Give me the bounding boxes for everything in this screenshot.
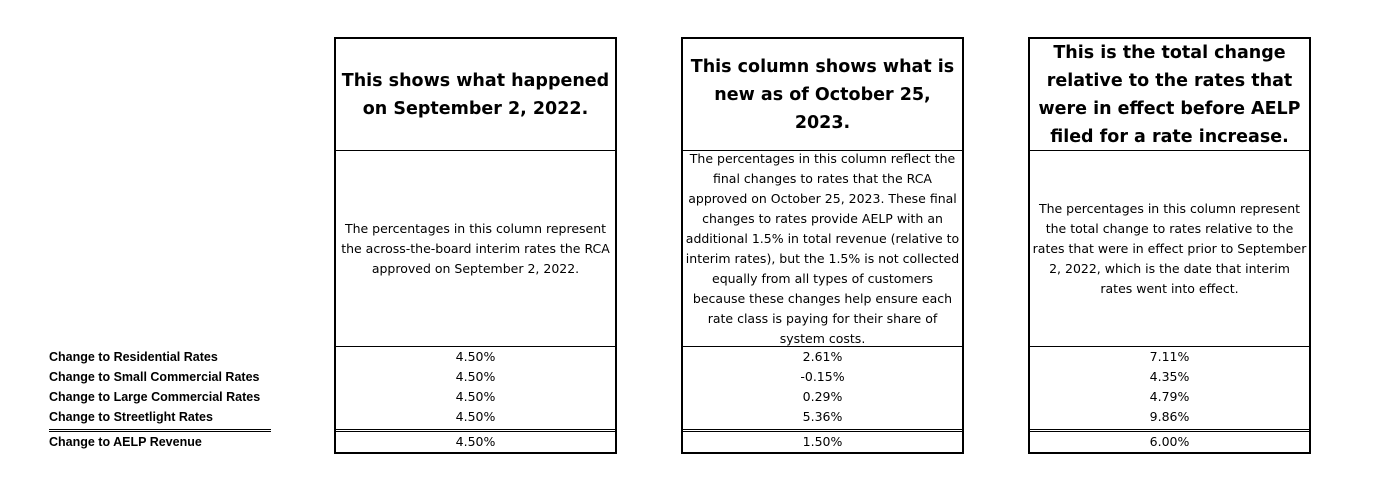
column-header: This is the total change relative to the rates that were in effect before AELP filed for a rate increase. [1030, 39, 1309, 151]
value-aelp-revenue: 6.00% [1149, 434, 1190, 449]
value-streetlight: 9.86% [1030, 407, 1309, 432]
column-header: This column shows what is new as of October 25, 2023. [683, 39, 962, 151]
label-small-commercial: Change to Small Commercial Rates [49, 370, 260, 384]
value-small-commercial: 4.35% [1149, 369, 1190, 384]
label-streetlight: Change to Streetlight Rates [49, 407, 271, 432]
row-labels [49, 347, 271, 452]
value-large-commercial: 4.50% [455, 389, 496, 404]
value-streetlight: 5.36% [683, 407, 962, 432]
value-residential: 4.50% [455, 349, 496, 364]
label-aelp-revenue: Change to AELP Revenue [49, 435, 202, 449]
value-aelp-revenue: 4.50% [455, 434, 496, 449]
value-large-commercial: 0.29% [802, 389, 843, 404]
value-streetlight: 4.50% [336, 407, 615, 432]
value-aelp-revenue: 1.50% [802, 434, 843, 449]
column-total [1028, 37, 1311, 454]
label-large-commercial: Change to Large Commercial Rates [49, 390, 261, 404]
value-residential: 7.11% [1149, 349, 1190, 364]
column-header: This shows what happened on September 2, 2022. [336, 39, 615, 151]
column-description: The percentages in this column represent the across-the-board interim rates the RCA approved on September 2, 2022. [336, 151, 615, 347]
label-residential: Change to Residential Rates [49, 350, 218, 364]
value-small-commercial: -0.15% [800, 369, 845, 384]
value-residential: 2.61% [802, 349, 843, 364]
value-small-commercial: 4.50% [455, 369, 496, 384]
column-description: The percentages in this column reflect the final changes to rates that the RCA approved on October 25, 2023. These final changes to rates provide AELP with an additional 1.5% in total revenue (relative to interim rates), but the 1.5% is not collected equally from all types of customers because these changes help ensure each rate class is paying for their share of system costs. [683, 151, 962, 347]
value-large-commercial: 4.79% [1149, 389, 1190, 404]
column-new [681, 37, 964, 454]
column-description: The percentages in this column represent the total change to rates relative to the rates that were in effect prior to September 2, 2022, which is the date that interim rates went into effect. [1030, 151, 1309, 347]
column-interim [334, 37, 617, 454]
